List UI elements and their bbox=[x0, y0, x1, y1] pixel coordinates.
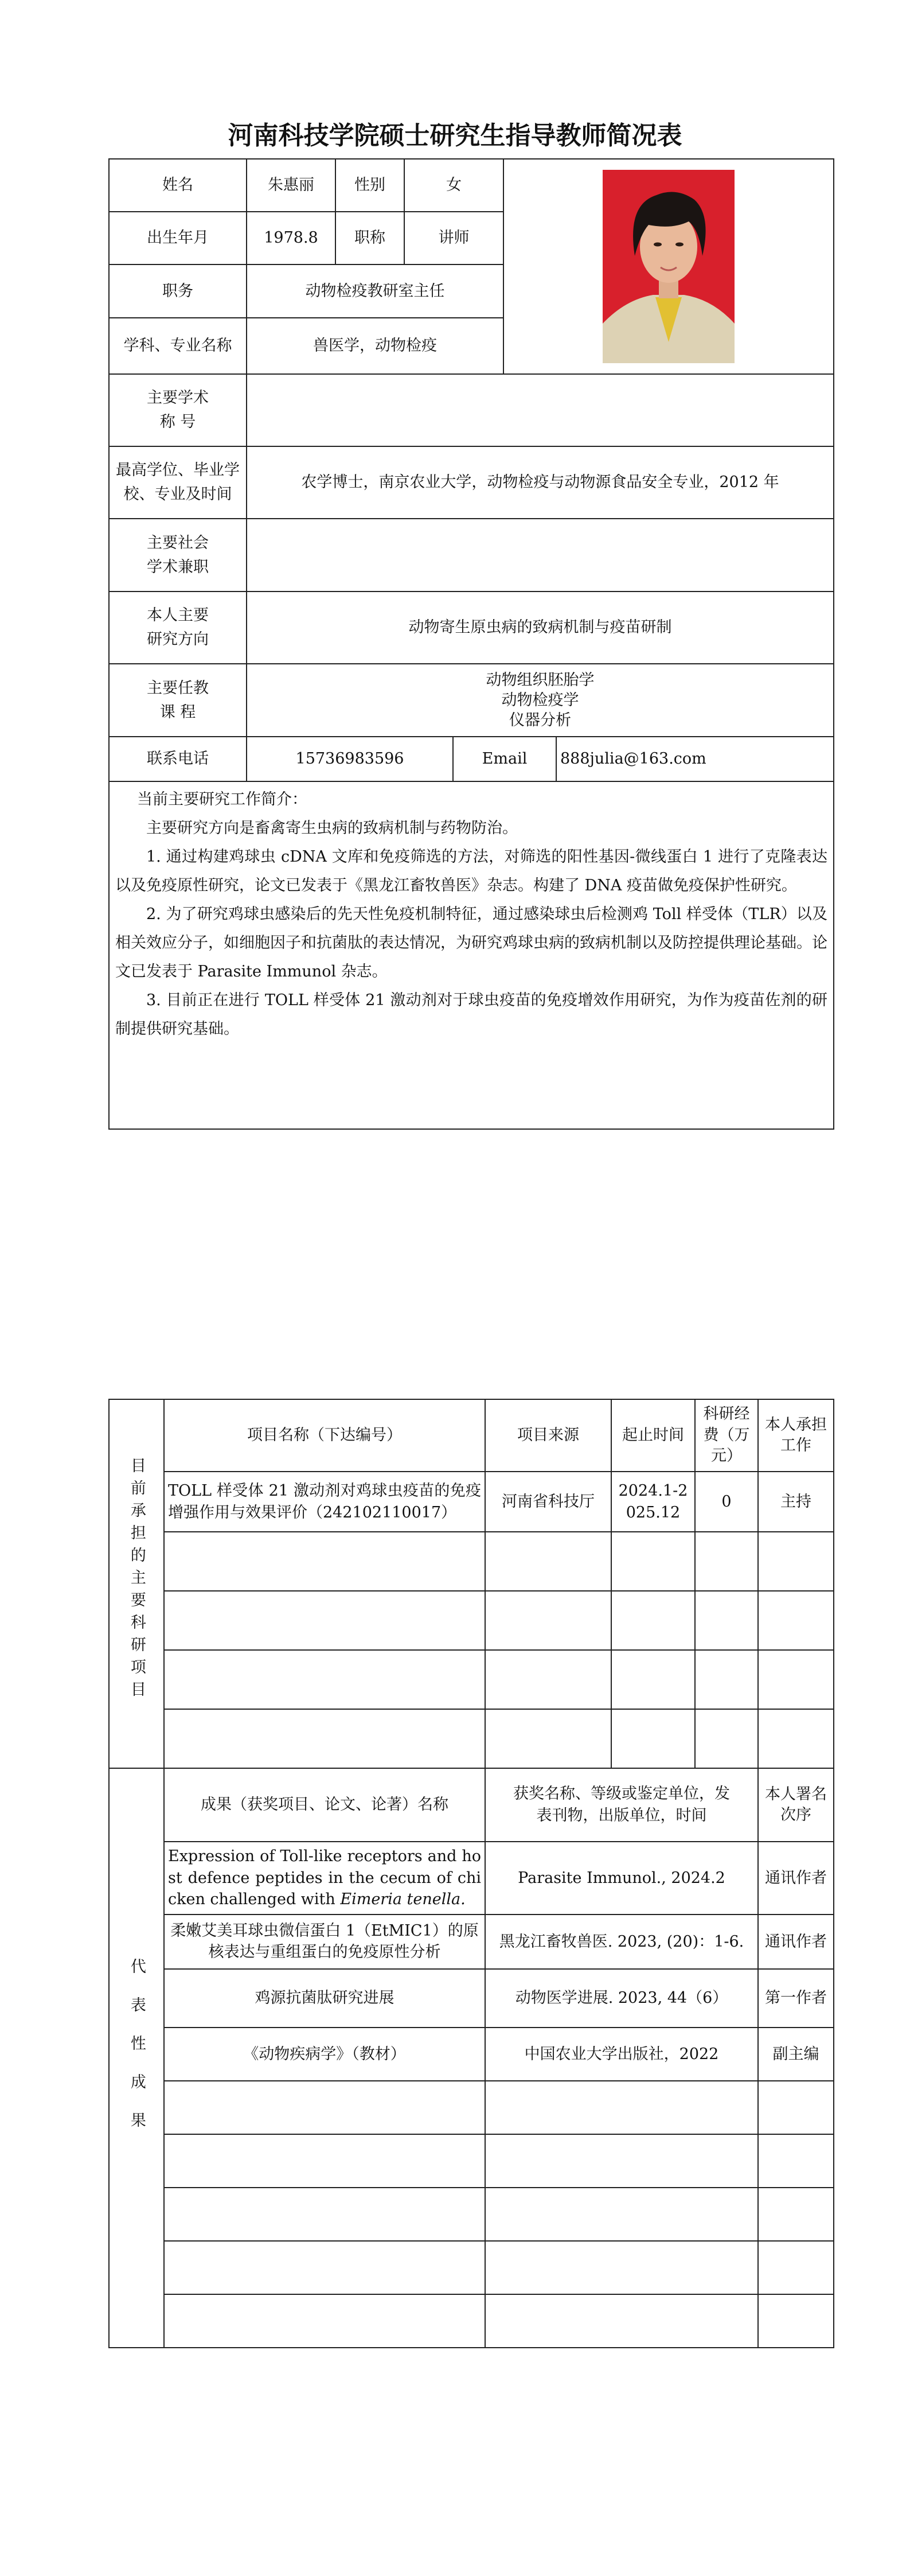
page-title: 河南科技学院硕士研究生指导教师简况表 bbox=[228, 121, 682, 150]
course-item: 仪器分析 bbox=[509, 711, 571, 730]
achievement-info: 黑龙江畜牧兽医. 2023, (20)：1-6. bbox=[485, 1915, 758, 1969]
achievement-row-empty bbox=[109, 2241, 834, 2294]
discipline-label: 学科、专业名称 bbox=[109, 318, 247, 374]
project-row bbox=[109, 1472, 834, 1532]
achievement-row bbox=[109, 1915, 834, 1969]
research-summary bbox=[109, 781, 834, 1129]
achievement-name: 柔嫩艾美耳球虫微信蛋白 1（EtMIC1）的原核表达与重组蛋白的免疫原性分析 bbox=[164, 1915, 485, 1969]
project-row-empty bbox=[109, 1709, 834, 1768]
summary-paragraph: 3. 目前正在进行 TOLL 样受体 21 激动剂对于球虫疫苗的免疫增效作用研究，为作为疫苗佐剂的研制提供研究基础。 bbox=[115, 991, 827, 1038]
course-item: 动物检疫学 bbox=[501, 691, 579, 709]
discipline-value: 兽医学，动物检疫 bbox=[247, 318, 503, 374]
achievement-name-header: 成果（获奖项目、论文、论著）名称 bbox=[164, 1768, 485, 1842]
achievement-info: 中国农业大学出版社，2022 bbox=[485, 2028, 758, 2081]
name-label: 姓名 bbox=[109, 159, 247, 212]
achievement-order: 通讯作者 bbox=[758, 1915, 834, 1969]
project-row-empty bbox=[109, 1532, 834, 1591]
achievement-row-empty bbox=[109, 2294, 834, 2348]
courses-label: 主要任教 课 程 bbox=[109, 664, 247, 737]
name-value: 朱惠丽 bbox=[247, 159, 335, 212]
achievement-row-empty bbox=[109, 2188, 834, 2241]
gender-value: 女 bbox=[404, 159, 503, 212]
achievement-order-header: 本人署名次序 bbox=[758, 1768, 834, 1842]
rank-label: 职称 bbox=[335, 212, 404, 264]
courses-value bbox=[247, 664, 834, 737]
phone-label: 联系电话 bbox=[109, 737, 247, 781]
birth-value: 1978.8 bbox=[247, 212, 335, 264]
degree-value: 农学博士，南京农业大学，动物检疫与动物源食品安全专业，2012 年 bbox=[247, 446, 834, 519]
project-row-empty bbox=[109, 1591, 834, 1650]
achievement-order: 副主编 bbox=[758, 2028, 834, 2081]
projects-achievements-table bbox=[108, 1399, 834, 2348]
portrait-photo bbox=[603, 170, 735, 363]
achievement-name: 鸡源抗菌肽研究进展 bbox=[164, 1969, 485, 2028]
duty-label: 职务 bbox=[109, 264, 247, 318]
birth-label: 出生年月 bbox=[109, 212, 247, 264]
summary-paragraph: 1. 通过构建鸡球虫 cDNA 文库和免疫筛选的方法，对筛选的阳性基因-微线蛋白 1 进行了克隆表达以及免疫原性研究，论文已发表于《黑龙江畜牧兽医》杂志。构建了 DNA 疫苗做免疫保护性研究。 bbox=[115, 847, 827, 894]
degree-label: 最高学位、毕业学 校、专业及时间 bbox=[109, 446, 247, 519]
achievement-name: Expression of Toll-like receptors and host defence peptides in the cecum of chicken challenged with Eimeria tenella. bbox=[164, 1842, 485, 1915]
photo-cell bbox=[503, 159, 834, 374]
project-source: 河南省科技厅 bbox=[485, 1472, 611, 1532]
research-label: 本人主要 研究方向 bbox=[109, 592, 247, 664]
course-item: 动物组织胚胎学 bbox=[486, 671, 595, 689]
project-funding: 0 bbox=[695, 1472, 758, 1532]
projects-side-label: 目前承担的主要科研项目 bbox=[109, 1399, 164, 1768]
photo-eye-left bbox=[654, 243, 662, 247]
project-name-header: 项目名称（下达编号） bbox=[164, 1399, 485, 1472]
social-value bbox=[247, 519, 834, 592]
photo-eye-right bbox=[675, 243, 684, 247]
achievement-row-empty bbox=[109, 2134, 834, 2188]
achievement-row bbox=[109, 2028, 834, 2081]
duty-value: 动物检疫教研室主任 bbox=[247, 264, 503, 318]
project-name: TOLL 样受体 21 激动剂对鸡球虫疫苗的免疫增强作用与效果评价（242102110017） bbox=[164, 1472, 485, 1532]
summary-paragraph: 主要研究方向是畜禽寄生虫病的致病机制与药物防治。 bbox=[146, 819, 518, 837]
achievement-order: 通讯作者 bbox=[758, 1842, 834, 1915]
achievement-name: 《动物疾病学》（教材） bbox=[164, 2028, 485, 2081]
summary-paragraph: 2. 为了研究鸡球虫感染后的先天性免疫机制特征，通过感染球虫后检测鸡 Toll 样受体（TLR）以及相关效应分子，如细胞因子和抗菌肽的表达情况，为研究鸡球虫病的致病机制以及防控提供理论基础。论文已发表于 Parasite Immunol 杂志。 bbox=[115, 905, 827, 980]
achievement-order: 第一作者 bbox=[758, 1969, 834, 2028]
achievement-row bbox=[109, 1842, 834, 1915]
achievements-side-label: 代表性成果 bbox=[109, 1768, 164, 2348]
research-value: 动物寄生原虫病的致病机制与疫苗研制 bbox=[247, 592, 834, 664]
project-funding-header: 科研经费（万元） bbox=[695, 1399, 758, 1472]
achievement-info: 动物医学进展. 2023, 44（6） bbox=[485, 1969, 758, 2028]
achievement-info: Parasite Immunol., 2024.2 bbox=[485, 1842, 758, 1915]
gender-label: 性别 bbox=[335, 159, 404, 212]
academic-title-value bbox=[247, 374, 834, 446]
profile-table bbox=[108, 158, 834, 1130]
project-source-header: 项目来源 bbox=[485, 1399, 611, 1472]
project-role: 主持 bbox=[758, 1472, 834, 1532]
email-label: Email bbox=[453, 737, 556, 781]
academic-title-label: 主要学术 称 号 bbox=[109, 374, 247, 446]
project-period: 2024.1-2025.12 bbox=[611, 1472, 695, 1532]
phone-value: 15736983596 bbox=[247, 737, 453, 781]
project-role-header: 本人承担工作 bbox=[758, 1399, 834, 1472]
achievement-row bbox=[109, 1969, 834, 2028]
achievement-row-empty bbox=[109, 2081, 834, 2134]
rank-value: 讲师 bbox=[404, 212, 503, 264]
social-label: 主要社会 学术兼职 bbox=[109, 519, 247, 592]
project-period-header: 起止时间 bbox=[611, 1399, 695, 1472]
project-row-empty bbox=[109, 1650, 834, 1709]
achievement-info-header: 获奖名称、等级或鉴定单位，发表刊物，出版单位，时间 bbox=[485, 1768, 758, 1842]
summary-heading: 当前主要研究工作简介： bbox=[137, 791, 307, 808]
email-value: 888julia@163.com bbox=[556, 737, 834, 781]
